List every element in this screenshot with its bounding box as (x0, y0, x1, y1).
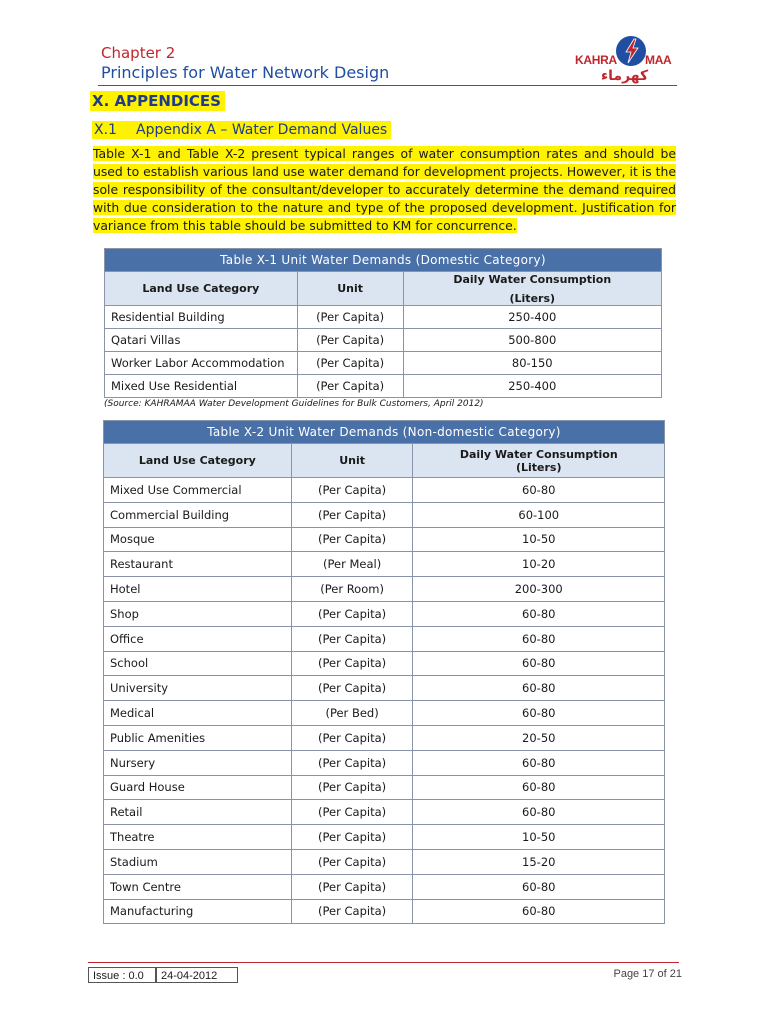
table-row (104, 676, 665, 701)
cell-unit: (Per Capita) (291, 825, 413, 850)
cell-unit: (Per Capita) (291, 601, 413, 626)
cell-unit: (Per Capita) (291, 750, 413, 775)
table-body (104, 478, 665, 924)
table-row (104, 577, 665, 602)
cell-land-use: Hotel (104, 577, 292, 602)
table-row (104, 601, 665, 626)
footer-divider (88, 962, 679, 963)
cell-land-use: Mixed Use Commercial (104, 478, 292, 503)
cell-land-use: Manufacturing (104, 899, 292, 924)
cell-consumption: 20-50 (413, 725, 665, 750)
table-caption: Table X-2 Unit Water Demands (Non-domestic Category) (104, 421, 665, 444)
cell-unit: (Per Meal) (291, 552, 413, 577)
intro-text: Table X-1 and Table X-2 present typical ranges of water consumption rates and should be used to establish various land use water demand for development projects. However, it is the sole responsibility of the consultant/developer to accurately determine the demand required with due consideration to the nature and type of the proposed development. Justification for variance from this table should be submitted to KM for concurrence. (93, 146, 676, 233)
page-number: Page 17 of 21 (613, 968, 682, 980)
cell-consumption: 10-20 (413, 552, 665, 577)
cell-consumption: 60-80 (413, 701, 665, 726)
cell-consumption: 10-50 (413, 825, 665, 850)
table-row (105, 306, 662, 329)
cell-land-use: Worker Labor Accommodation (105, 352, 298, 375)
cell-land-use: Residential Building (105, 306, 298, 329)
cell-land-use: Qatari Villas (105, 329, 298, 352)
kahramaa-logo (569, 36, 689, 88)
cell-unit: (Per Capita) (291, 478, 413, 503)
cell-land-use: Retail (104, 800, 292, 825)
table-row (104, 502, 665, 527)
cell-land-use: Mosque (104, 527, 292, 552)
cell-land-use: Medical (104, 701, 292, 726)
table-row (105, 352, 662, 375)
chapter-label: Chapter 2 (101, 44, 176, 62)
logo-text-right: MAA (645, 53, 672, 67)
issue-number: Issue : 0.0 (88, 967, 156, 983)
cell-consumption: 60-80 (413, 750, 665, 775)
cell-consumption: 60-80 (413, 800, 665, 825)
table-non-domestic (103, 420, 665, 924)
cell-unit: (Per Capita) (291, 899, 413, 924)
table-body (105, 306, 662, 398)
table-row (104, 725, 665, 750)
table-row (104, 825, 665, 850)
cell-land-use: School (104, 651, 292, 676)
cell-unit: (Per Capita) (291, 626, 413, 651)
cell-consumption: 60-80 (413, 626, 665, 651)
cell-consumption: 60-100 (413, 502, 665, 527)
cell-consumption: 500-800 (403, 329, 661, 352)
cell-consumption: 60-80 (413, 676, 665, 701)
table-caption: Table X-1 Unit Water Demands (Domestic Category) (105, 249, 662, 272)
cell-unit: (Per Capita) (297, 306, 403, 329)
cell-consumption: 60-80 (413, 478, 665, 503)
cell-consumption: 200-300 (413, 577, 665, 602)
cell-land-use: Nursery (104, 750, 292, 775)
cell-consumption: 80-150 (403, 352, 661, 375)
table-row (104, 750, 665, 775)
column-header-unit: Unit (297, 272, 403, 306)
column-header-consumption-unit: (Liters) (509, 291, 556, 305)
table-row (104, 874, 665, 899)
section-heading: X. APPENDICES (90, 91, 225, 111)
cell-unit: (Per Capita) (291, 775, 413, 800)
cell-consumption: 60-80 (413, 601, 665, 626)
cell-consumption: 60-80 (413, 899, 665, 924)
cell-land-use: Stadium (104, 849, 292, 874)
table-row (104, 552, 665, 577)
cell-unit: (Per Capita) (297, 375, 403, 398)
cell-consumption: 60-80 (413, 651, 665, 676)
cell-land-use: University (104, 676, 292, 701)
cell-land-use: Shop (104, 601, 292, 626)
cell-unit: (Per Capita) (291, 849, 413, 874)
table-row (104, 651, 665, 676)
cell-unit: (Per Capita) (291, 676, 413, 701)
cell-land-use: Public Amenities (104, 725, 292, 750)
cell-land-use: Commercial Building (104, 502, 292, 527)
cell-unit: (Per Capita) (297, 329, 403, 352)
column-header-consumption-title: Daily Water Consumption (453, 272, 612, 286)
cell-land-use: Office (104, 626, 292, 651)
table-row (104, 899, 665, 924)
table-row (104, 775, 665, 800)
table-row (105, 375, 662, 398)
table-domestic (104, 248, 662, 398)
table-row (104, 800, 665, 825)
document-title: Principles for Water Network Design (101, 63, 390, 82)
column-header-land-use: Land Use Category (104, 444, 292, 478)
cell-unit: (Per Capita) (291, 527, 413, 552)
cell-unit: (Per Bed) (291, 701, 413, 726)
cell-land-use: Theatre (104, 825, 292, 850)
table-row (105, 329, 662, 352)
cell-land-use: Restaurant (104, 552, 292, 577)
table-row (104, 849, 665, 874)
subsection-title: Appendix A – Water Demand Values (136, 122, 388, 138)
column-header-consumption-title: Daily Water Consumption (459, 447, 618, 461)
logo-text-left: KAHRA (575, 53, 617, 67)
cell-land-use: Guard House (104, 775, 292, 800)
column-header-unit: Unit (291, 444, 413, 478)
subsection-number: X.1 (94, 122, 117, 138)
cell-consumption: 250-400 (403, 375, 661, 398)
table-row (104, 626, 665, 651)
cell-land-use: Town Centre (104, 874, 292, 899)
cell-unit: (Per Capita) (291, 502, 413, 527)
table-row (104, 701, 665, 726)
cell-unit: (Per Capita) (291, 874, 413, 899)
lightning-bolt-icon (620, 38, 644, 64)
cell-land-use: Mixed Use Residential (105, 375, 298, 398)
cell-consumption: 250-400 (403, 306, 661, 329)
cell-consumption: 10-50 (413, 527, 665, 552)
intro-paragraph (93, 145, 676, 235)
column-header-land-use: Land Use Category (105, 272, 298, 306)
table-row (104, 478, 665, 503)
cell-unit: (Per Capita) (291, 725, 413, 750)
issue-date: 24-04-2012 (156, 967, 238, 983)
cell-unit: (Per Capita) (291, 800, 413, 825)
table-source-note: (Source: KAHRAMAA Water Development Guidelines for Bulk Customers, April 2012) (104, 399, 484, 409)
logo-arabic-text: كهرماء (601, 68, 649, 84)
cell-consumption: 60-80 (413, 775, 665, 800)
column-header-consumption (403, 272, 661, 306)
cell-consumption: 15-20 (413, 849, 665, 874)
column-header-consumption-unit: (Liters) (515, 460, 562, 474)
column-header-consumption (413, 444, 665, 478)
cell-unit: (Per Capita) (291, 651, 413, 676)
cell-consumption: 60-80 (413, 874, 665, 899)
cell-unit: (Per Capita) (297, 352, 403, 375)
cell-unit: (Per Room) (291, 577, 413, 602)
table-row (104, 527, 665, 552)
subsection-heading (92, 121, 391, 139)
